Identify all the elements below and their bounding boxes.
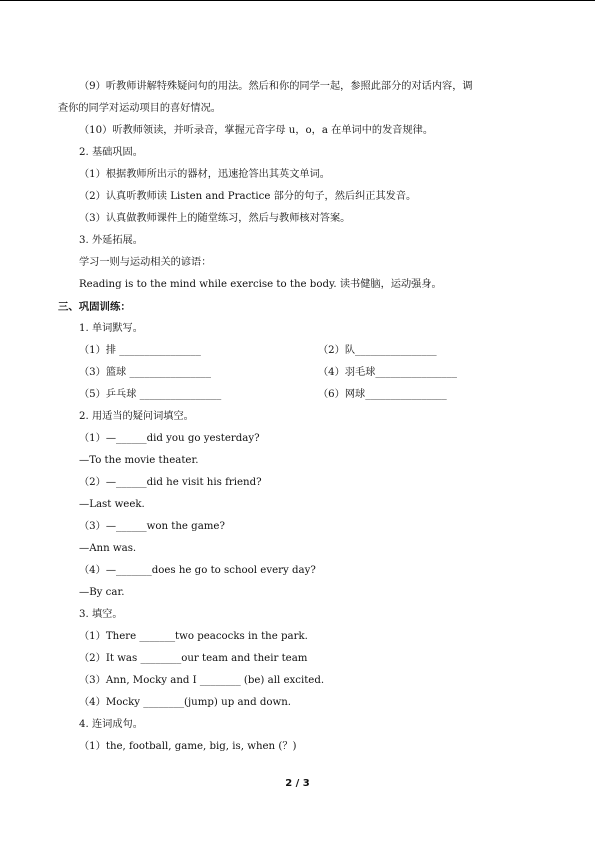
part-3-heading: 三、巩固训练： [58,301,131,313]
word-item-2: （2）队________________ [318,345,437,356]
q2-item-1-answer: —To the movie theater. [79,455,199,466]
para-10: （10）听教师领读，并听录音，掌握元音字母 u，o，a 在单词中的发音规律。 [79,125,434,136]
section-2-item-3: （3）认真做教师课件上的随堂练习，然后与教师核对答案。 [79,213,351,224]
word-item-5: （5）乒乓球 ________________ [79,389,222,400]
q3-item-3: （3）Ann, Mocky and I ________ (be) all excited. [79,675,325,686]
proverb-intro: 学习一则与运动相关的谚语： [79,257,212,268]
q3-item-4: （4）Mocky ________(jump) up and down. [79,697,292,708]
q3-item-2: （2）It was ________our team and their team [79,653,308,664]
q2-item-1-question: （1）—______did you go yesterday? [79,433,260,444]
page-number: 2 / 3 [285,778,310,789]
q2-item-3-answer: —Ann was. [79,543,137,554]
q2-item-4-question: （4）—_______does he go to school every day? [79,565,316,576]
section-2-item-1: （1）根据教师所出示的器材，迅速抢答出其英文单词。 [79,169,330,180]
para-9-line-2: 查你的同学对运动项目的喜好情况。 [58,103,221,114]
section-2-title: 2. 基础巩固。 [79,147,143,158]
q1-title: 1. 单词默写。 [79,323,143,334]
q3-item-1: （1）There _______two peacocks in the park. [79,631,308,642]
q4-title: 4. 连词成句。 [79,719,143,730]
q2-item-2-question: （2）—______did he visit his friend? [79,477,262,488]
q4-item-1: （1）the, football, game, big, is, when (？) [79,741,297,752]
q2-item-2-answer: —Last week. [79,499,145,510]
section-2-item-2: （2）认真听教师读 Listen and Practice 部分的句子，然后纠正其发音。 [79,191,417,202]
word-item-6: （6）网球________________ [318,389,447,400]
word-item-4: （4）羽毛球________________ [318,367,457,378]
q2-item-4-answer: —By car. [79,587,125,598]
word-item-3: （3）篮球 ________________ [79,367,211,378]
q2-title: 2. 用适当的疑问词填空。 [79,411,194,422]
q3-title: 3. 填空。 [79,609,123,620]
proverb: Reading is to the mind while exercise to the body. 读书健脑，运动强身。 [79,279,442,290]
q2-item-3-question: （3）—______won the game? [79,521,225,532]
word-item-1: （1）排 ________________ [79,345,201,356]
section-3-title: 3. 外延拓展。 [79,235,143,246]
para-9-line-1: （9）听教师讲解特殊疑问句的用法。然后和你的同学一起，参照此部分的对话内容，调 [79,81,473,92]
